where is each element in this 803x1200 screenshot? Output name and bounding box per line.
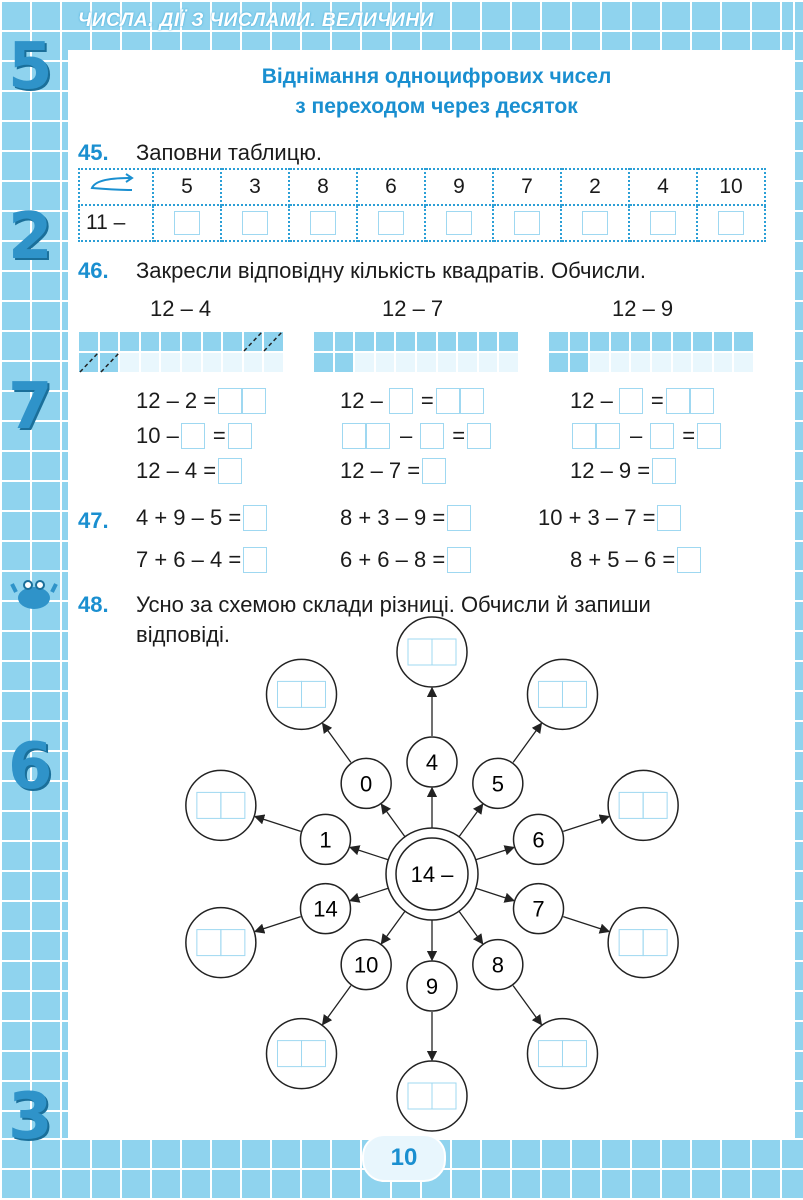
arrow-line	[513, 724, 541, 763]
deco-number-six: 6	[8, 730, 53, 804]
arrow-line	[459, 804, 483, 836]
group1-heading: 12 – 4	[150, 296, 212, 321]
deco-number-five: 5	[8, 30, 53, 104]
section-header: ЧИСЛА. ДІЇ З ЧИСЛАМИ. ВЕЛИЧИНИ	[78, 10, 434, 31]
number-node-label: 10	[353, 952, 379, 978]
task-46-number: 46.	[78, 258, 109, 283]
expr-g1-l2: 10 – =	[136, 423, 252, 449]
number-node-label: 14	[313, 896, 338, 922]
expr-g3-l3: 12 – 9 =	[570, 458, 676, 484]
arrow-line	[381, 804, 405, 836]
task-46-instruction: Закресли відповідну кількість квадратів. Обчисли.	[136, 258, 647, 283]
task-45-instruction: Заповни таблицю.	[136, 140, 322, 165]
task-47-number: 47.	[78, 508, 109, 533]
deco-number-two: 2	[8, 200, 53, 274]
number-node-label: 9	[425, 974, 439, 999]
expr-47-6: 8 + 5 – 6 =	[570, 547, 701, 573]
table-cell: 10	[697, 169, 765, 205]
expr-g3-l1: 12 – =	[570, 388, 714, 414]
arrow-line	[513, 986, 541, 1025]
expr-g2-l1: 12 – =	[340, 388, 484, 414]
task-45-number: 45.	[78, 140, 109, 165]
arrow-line	[255, 917, 301, 932]
number-node-label: 4	[425, 750, 439, 775]
expr-g1-l1: 12 – 2 =	[136, 388, 266, 414]
arrow-line	[323, 986, 351, 1025]
arrow-line	[459, 911, 483, 943]
expr-g2-l2: – =	[340, 423, 491, 449]
expr-47-1: 4 + 9 – 5 =	[136, 505, 267, 531]
table-cell: 6	[357, 169, 425, 205]
table-row-label: 11 –	[79, 205, 153, 241]
expr-47-4: 7 + 6 – 4 =	[136, 547, 267, 573]
group2-heading: 12 – 7	[382, 296, 444, 321]
table-cell: 2	[561, 169, 629, 205]
arrow-line	[476, 888, 514, 900]
task-48-instruction-line1: Усно за схемою склади різниці. Обчисли й запиши	[136, 592, 651, 617]
expr-47-3: 10 + 3 – 7 =	[538, 505, 681, 531]
arrow-line	[350, 888, 388, 900]
arrow-line	[563, 917, 609, 932]
expr-47-5: 6 + 6 – 8 =	[340, 547, 471, 573]
arrow-line	[255, 817, 301, 832]
deco-number-three: 3	[8, 1080, 53, 1154]
arrow-line	[381, 911, 405, 943]
page-title-line2: з переходом через десяток	[295, 95, 578, 118]
arrow-line	[323, 724, 351, 763]
number-node-label: 7	[532, 896, 545, 922]
table-cell: 4	[629, 169, 697, 205]
expr-47-2: 8 + 3 – 9 =	[340, 505, 471, 531]
expr-g2-l3: 12 – 7 =	[340, 458, 446, 484]
arrow-line	[350, 847, 388, 859]
task-48-number: 48.	[78, 592, 109, 617]
number-node-label: 8	[491, 952, 504, 978]
number-node-label: 1	[319, 827, 332, 853]
page-number: 10	[362, 1134, 446, 1182]
page-title-line1: Віднімання одноцифрових чисел	[261, 65, 612, 88]
center-label: 14 –	[410, 862, 454, 887]
number-node-label: 0	[360, 771, 373, 797]
number-node-label: 6	[532, 827, 545, 853]
table-cell: 8	[289, 169, 357, 205]
table-cell: 7	[493, 169, 561, 205]
expr-g1-l3: 12 – 4 =	[136, 458, 242, 484]
table-cell: 5	[153, 169, 221, 205]
arrow-line	[476, 847, 514, 859]
number-node-label: 5	[491, 771, 504, 797]
group3-heading: 12 – 9	[612, 296, 674, 321]
table-cell: 9	[425, 169, 493, 205]
arrow-line	[563, 817, 609, 832]
task-48-instruction-line2: відповіді.	[136, 622, 230, 647]
expr-g3-l2: – =	[570, 423, 721, 449]
deco-number-seven: 7	[8, 370, 53, 444]
table-cell: 3	[221, 169, 289, 205]
